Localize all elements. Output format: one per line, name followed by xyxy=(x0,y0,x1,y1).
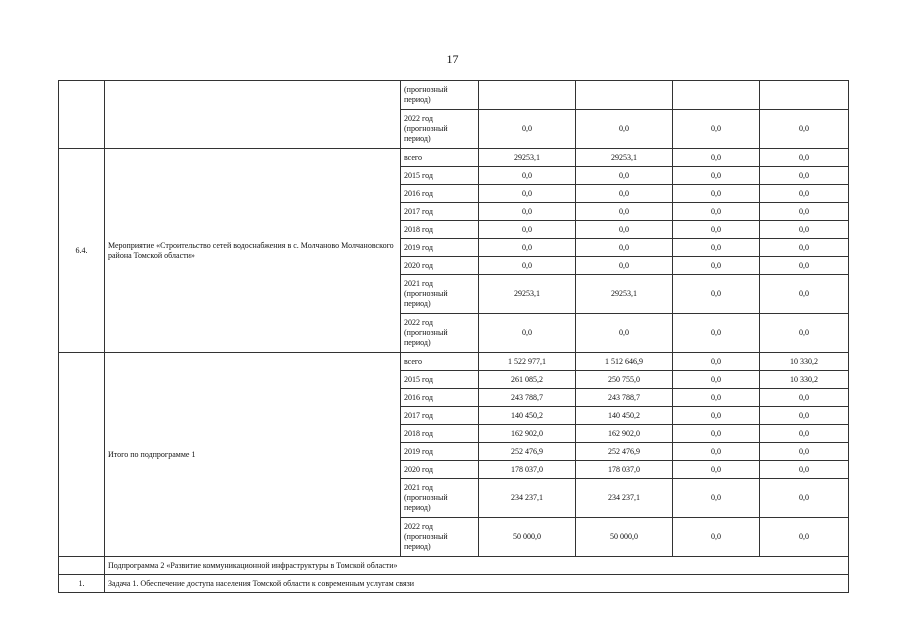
period-cell: 2017 год xyxy=(401,203,479,221)
value-cell: 0,0 xyxy=(576,314,673,353)
value-cell: 0,0 xyxy=(673,221,760,239)
value-cell: 0,0 xyxy=(673,167,760,185)
value-cell: 0,0 xyxy=(673,407,760,425)
period-cell: 2021 год (прогнозный период) xyxy=(401,275,479,314)
value-cell: 162 902,0 xyxy=(576,425,673,443)
period-cell: 2016 год xyxy=(401,185,479,203)
item-number-cell xyxy=(59,353,105,557)
item-number-cell xyxy=(59,557,105,575)
table-row xyxy=(59,575,849,593)
value-cell: 243 788,7 xyxy=(479,389,576,407)
value-cell: 0,0 xyxy=(673,314,760,353)
value-cell: 0,0 xyxy=(576,239,673,257)
value-cell: 0,0 xyxy=(760,461,849,479)
value-cell: 0,0 xyxy=(673,275,760,314)
value-cell: 243 788,7 xyxy=(576,389,673,407)
value-cell: 50 000,0 xyxy=(479,518,576,557)
value-cell: 10 330,2 xyxy=(760,353,849,371)
period-cell: 2016 год xyxy=(401,389,479,407)
value-cell: 1 512 646,9 xyxy=(576,353,673,371)
value-cell: 0,0 xyxy=(673,479,760,518)
value-cell: 0,0 xyxy=(673,239,760,257)
value-cell: 178 037,0 xyxy=(479,461,576,479)
value-cell: 0,0 xyxy=(760,407,849,425)
value-cell: 0,0 xyxy=(673,371,760,389)
value-cell: 29253,1 xyxy=(576,275,673,314)
period-cell: всего xyxy=(401,353,479,371)
value-cell: 0,0 xyxy=(760,185,849,203)
value-cell: 0,0 xyxy=(576,257,673,275)
value-cell xyxy=(479,81,576,110)
page-number: 17 xyxy=(446,52,459,66)
value-cell: 0,0 xyxy=(673,518,760,557)
value-cell: 10 330,2 xyxy=(760,371,849,389)
table-row xyxy=(59,81,849,110)
period-cell: (прогнозный период) xyxy=(401,81,479,110)
value-cell: 252 476,9 xyxy=(479,443,576,461)
period-cell: 2022 год (прогнозный период) xyxy=(401,518,479,557)
value-cell: 0,0 xyxy=(673,389,760,407)
period-cell: 2015 год xyxy=(401,167,479,185)
value-cell: 0,0 xyxy=(576,221,673,239)
value-cell: 1 522 977,1 xyxy=(479,353,576,371)
value-cell: 0,0 xyxy=(479,314,576,353)
value-cell: 0,0 xyxy=(760,518,849,557)
value-cell: 0,0 xyxy=(673,257,760,275)
value-cell: 0,0 xyxy=(760,149,849,167)
value-cell: 0,0 xyxy=(760,479,849,518)
period-cell: 2019 год xyxy=(401,443,479,461)
value-cell: 0,0 xyxy=(576,110,673,149)
period-cell: всего xyxy=(401,149,479,167)
value-cell: 0,0 xyxy=(760,425,849,443)
value-cell: 0,0 xyxy=(576,203,673,221)
value-cell: 0,0 xyxy=(673,149,760,167)
period-cell: 2020 год xyxy=(401,461,479,479)
period-cell: 2022 год (прогнозный период) xyxy=(401,110,479,149)
value-cell xyxy=(760,81,849,110)
value-cell: 0,0 xyxy=(760,110,849,149)
value-cell: 0,0 xyxy=(760,275,849,314)
item-number-cell: 6.4. xyxy=(59,149,105,353)
value-cell: 0,0 xyxy=(479,239,576,257)
value-cell xyxy=(673,81,760,110)
value-cell: 29253,1 xyxy=(479,149,576,167)
value-cell: 0,0 xyxy=(479,257,576,275)
period-cell: 2017 год xyxy=(401,407,479,425)
period-cell: 2021 год (прогнозный период) xyxy=(401,479,479,518)
period-cell: 2018 год xyxy=(401,221,479,239)
value-cell: 0,0 xyxy=(760,389,849,407)
value-cell: 0,0 xyxy=(479,203,576,221)
period-cell: 2015 год xyxy=(401,371,479,389)
value-cell: 0,0 xyxy=(479,110,576,149)
value-cell: 0,0 xyxy=(760,221,849,239)
value-cell: 140 450,2 xyxy=(576,407,673,425)
item-name-cell xyxy=(105,81,401,149)
table-row xyxy=(59,353,849,371)
value-cell: 0,0 xyxy=(673,425,760,443)
value-cell: 0,0 xyxy=(673,461,760,479)
value-cell: 29253,1 xyxy=(576,149,673,167)
value-cell: 0,0 xyxy=(576,185,673,203)
value-cell: 234 237,1 xyxy=(479,479,576,518)
value-cell: 0,0 xyxy=(760,443,849,461)
value-cell: 0,0 xyxy=(673,443,760,461)
value-cell: 0,0 xyxy=(479,221,576,239)
value-cell: 0,0 xyxy=(479,167,576,185)
period-cell: 2022 год (прогнозный период) xyxy=(401,314,479,353)
value-cell: 0,0 xyxy=(576,167,673,185)
value-cell: 178 037,0 xyxy=(576,461,673,479)
value-cell: 252 476,9 xyxy=(576,443,673,461)
value-cell: 0,0 xyxy=(760,203,849,221)
value-cell xyxy=(576,81,673,110)
value-cell: 0,0 xyxy=(760,239,849,257)
budget-table xyxy=(58,80,849,593)
value-cell: 140 450,2 xyxy=(479,407,576,425)
value-cell: 29253,1 xyxy=(479,275,576,314)
period-cell: 2020 год xyxy=(401,257,479,275)
value-cell: 162 902,0 xyxy=(479,425,576,443)
value-cell: 261 085,2 xyxy=(479,371,576,389)
value-cell: 0,0 xyxy=(673,353,760,371)
period-cell: 2019 год xyxy=(401,239,479,257)
value-cell: 0,0 xyxy=(673,185,760,203)
value-cell: 250 755,0 xyxy=(576,371,673,389)
item-name-cell: Итого по подпрограмме 1 xyxy=(105,353,401,557)
table-body xyxy=(59,81,849,593)
value-cell: 0,0 xyxy=(673,203,760,221)
value-cell: 50 000,0 xyxy=(576,518,673,557)
value-cell: 0,0 xyxy=(479,185,576,203)
item-name-cell: Мероприятие «Строительство сетей водоснабжения в с. Молчаново Молчановского района Томской области» xyxy=(105,149,401,353)
item-number-cell: 1. xyxy=(59,575,105,593)
section-title-cell: Подпрограмма 2 «Развитие коммуникационной инфраструктуры в Томской области» xyxy=(105,557,849,575)
value-cell: 0,0 xyxy=(673,110,760,149)
value-cell: 0,0 xyxy=(760,257,849,275)
period-cell: 2018 год xyxy=(401,425,479,443)
value-cell: 0,0 xyxy=(760,167,849,185)
value-cell: 234 237,1 xyxy=(576,479,673,518)
section-title-cell: Задача 1. Обеспечение доступа населения Томской области к современным услугам связи xyxy=(105,575,849,593)
table-row xyxy=(59,557,849,575)
item-number-cell xyxy=(59,81,105,149)
value-cell: 0,0 xyxy=(760,314,849,353)
table-row xyxy=(59,149,849,167)
